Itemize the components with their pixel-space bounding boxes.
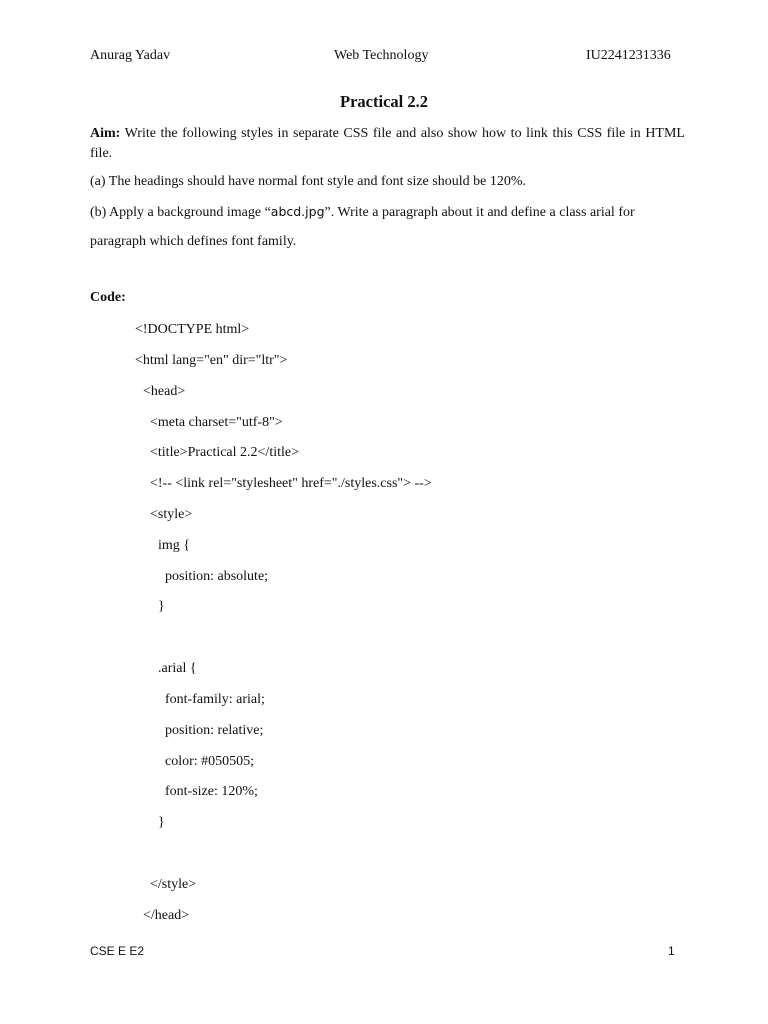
code-line: <!DOCTYPE html> xyxy=(135,322,250,337)
code-line: color: #050505; xyxy=(165,754,255,769)
code-line: <style> xyxy=(150,507,193,522)
task-b-after: ”. Write a paragraph about it and define a class arial for xyxy=(324,205,635,220)
code-line: <head> xyxy=(143,384,186,399)
code-line: font-family: arial; xyxy=(165,692,265,707)
task-b-before: (b) Apply a background image “ xyxy=(90,205,271,220)
code-line: position: relative; xyxy=(165,723,264,738)
code-line: } xyxy=(158,815,165,830)
task-b-filename: abcd.jpg xyxy=(270,204,325,219)
code-line: position: absolute; xyxy=(165,569,269,584)
code-line: img { xyxy=(158,538,190,553)
page-number: 1 xyxy=(668,944,675,958)
aim-label: Aim: xyxy=(90,126,121,141)
code-line: </style> xyxy=(150,877,197,892)
aim-text: Write the following styles in separate CSS file and also show how to link this CSS file in HTML file. xyxy=(90,126,685,161)
code-line: } xyxy=(158,599,165,614)
task-b-line2: paragraph which defines font family. xyxy=(90,234,297,249)
header-id: IU2241231336 xyxy=(586,48,671,63)
code-line: <html lang="en" dir="ltr"> xyxy=(135,353,288,368)
footer-left: CSE E E2 xyxy=(90,944,145,958)
code-line: </head> xyxy=(143,908,190,923)
code-line: <meta charset="utf-8"> xyxy=(150,415,283,430)
task-b-line1 xyxy=(90,203,635,222)
header-author: Anurag Yadav xyxy=(90,48,171,63)
code-line: font-size: 120%; xyxy=(165,784,258,799)
task-a: (a) The headings should have normal font style and font size should be 120%. xyxy=(90,174,526,189)
aim-paragraph xyxy=(90,124,685,164)
page-title: Practical 2.2 xyxy=(340,92,428,111)
code-label: Code: xyxy=(90,290,126,305)
code-line: <!-- <link rel="stylesheet" href="./styles.css"> --> xyxy=(150,476,432,491)
code-line: .arial { xyxy=(158,661,197,676)
header-subject: Web Technology xyxy=(334,48,429,63)
code-line: <title>Practical 2.2</title> xyxy=(150,445,299,460)
